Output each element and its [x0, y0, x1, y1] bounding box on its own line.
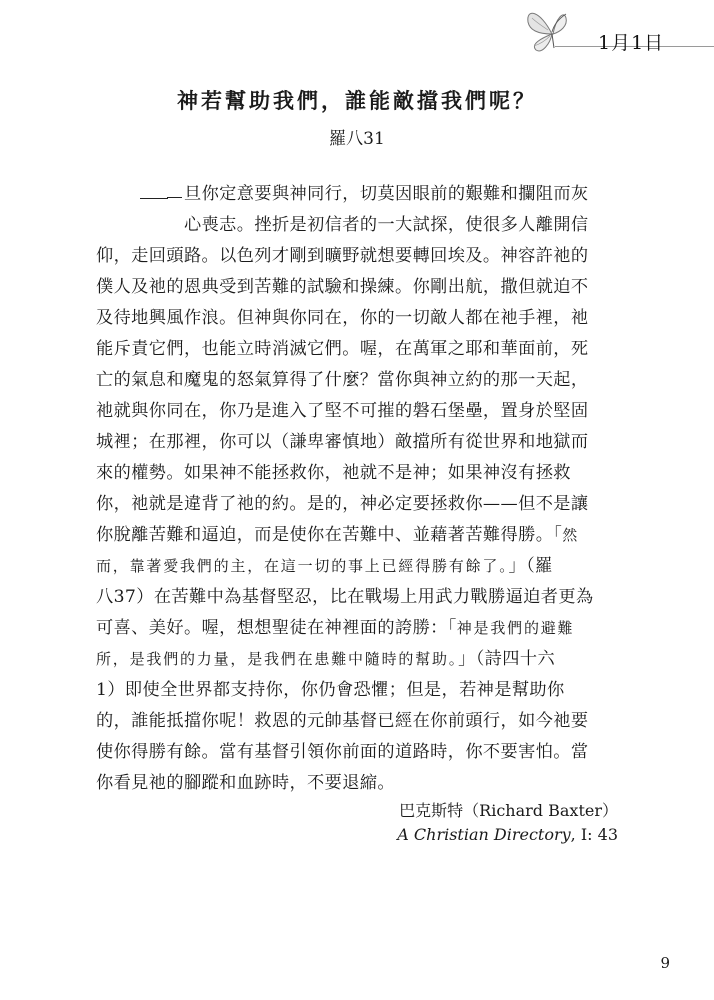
scripture-reference: 羅八31: [329, 129, 385, 149]
body-line: 僕人及祂的恩典受到苦難的試驗和操練。你剛出航，撒但就迫不: [96, 277, 589, 297]
date-label: 1月1日: [598, 32, 665, 54]
body-line: 來的權勢。如果神不能拯救你，祂就不是神；如果神沒有拯救: [96, 463, 571, 483]
body-line: 仰，走回頭路。以色列才剛到曠野就想要轉回埃及。神容許祂的: [96, 246, 589, 266]
body-line: 及待地興風作浪。但神與你同在，你的一切敵人都在祂手裡，祂: [96, 308, 589, 328]
butterfly-icon: [520, 4, 582, 56]
devotional-body: [96, 179, 628, 799]
body-line: 使你得勝有餘。當有基督引領你前面的道路時，你不要害怕。當: [96, 742, 589, 762]
body-line: 而，靠著愛我們的主，在這一切的事上已經得勝有餘了。」（羅: [96, 556, 553, 576]
body-line: 你脫離苦難和逼迫，而是使你在苦難中、並藉著苦難得勝。「然: [96, 525, 580, 545]
body-line: 所，是我們的力量，是我們在患難中隨時的幫助。」（詩四十六: [96, 649, 556, 669]
body-line: 你，祂就是違背了祂的約。是的，神必定要拯救你——但不是讓: [96, 494, 589, 514]
scripture-quote: 神是我們的避難: [456, 619, 575, 637]
body-line: 的，誰能抵擋你呢！救恩的元帥基督已經在你前頭行，如今祂要: [96, 711, 589, 731]
body-line: 你看見祂的腳蹤和血跡時，不要退縮。: [96, 773, 395, 793]
body-line: 能斥責它們，也能立時消滅它們。喔，在萬軍之耶和華面前，死: [96, 339, 589, 359]
scripture-quote: 然: [562, 526, 580, 544]
attribution-book: [397, 825, 618, 844]
body-line: 可喜、美好。喔，想想聖徒在神裡面的誇勝：「神是我們的避難: [96, 618, 575, 638]
page-number: 9: [660, 954, 670, 972]
body-line: 旦你定意要與神同行，切莫因眼前的艱難和攔阻而灰: [184, 184, 589, 204]
body-line: 城裡；在那裡，你可以（謙卑審慎地）敵擋所有從世界和地獄而: [96, 432, 589, 452]
attribution-author: 巴克斯特（Richard Baxter）: [399, 801, 618, 820]
scripture-quote: 所，是我們的力量，是我們在患難中隨時的幫助。: [96, 650, 459, 668]
body-line: 八37）在苦難中為基督堅忍，比在戰場上用武力戰勝逼迫者更為: [96, 587, 594, 607]
page-title: 神若幫助我們，誰能敵擋我們呢？: [177, 88, 537, 113]
body-line: 心喪志。挫折是初信者的一大試探，使很多人離開信: [184, 215, 589, 235]
body-line: 1）即使全世界都支持你，你仍會恐懼；但是，若神是幫助你: [96, 680, 565, 700]
book-title: A Christian Directory: [397, 825, 571, 844]
scripture-quote: 而，靠著愛我們的主，在這一切的事上已經得勝有餘了。: [96, 557, 509, 575]
book-reference: , I: 43: [570, 825, 618, 844]
body-line: 祂就與你同在，你乃是進入了堅不可摧的磐石堡壘，置身於堅固: [96, 401, 589, 421]
body-line: 亡的氣息和魔鬼的怒氣算得了什麼？當你與神立約的那一天起，: [96, 370, 589, 390]
